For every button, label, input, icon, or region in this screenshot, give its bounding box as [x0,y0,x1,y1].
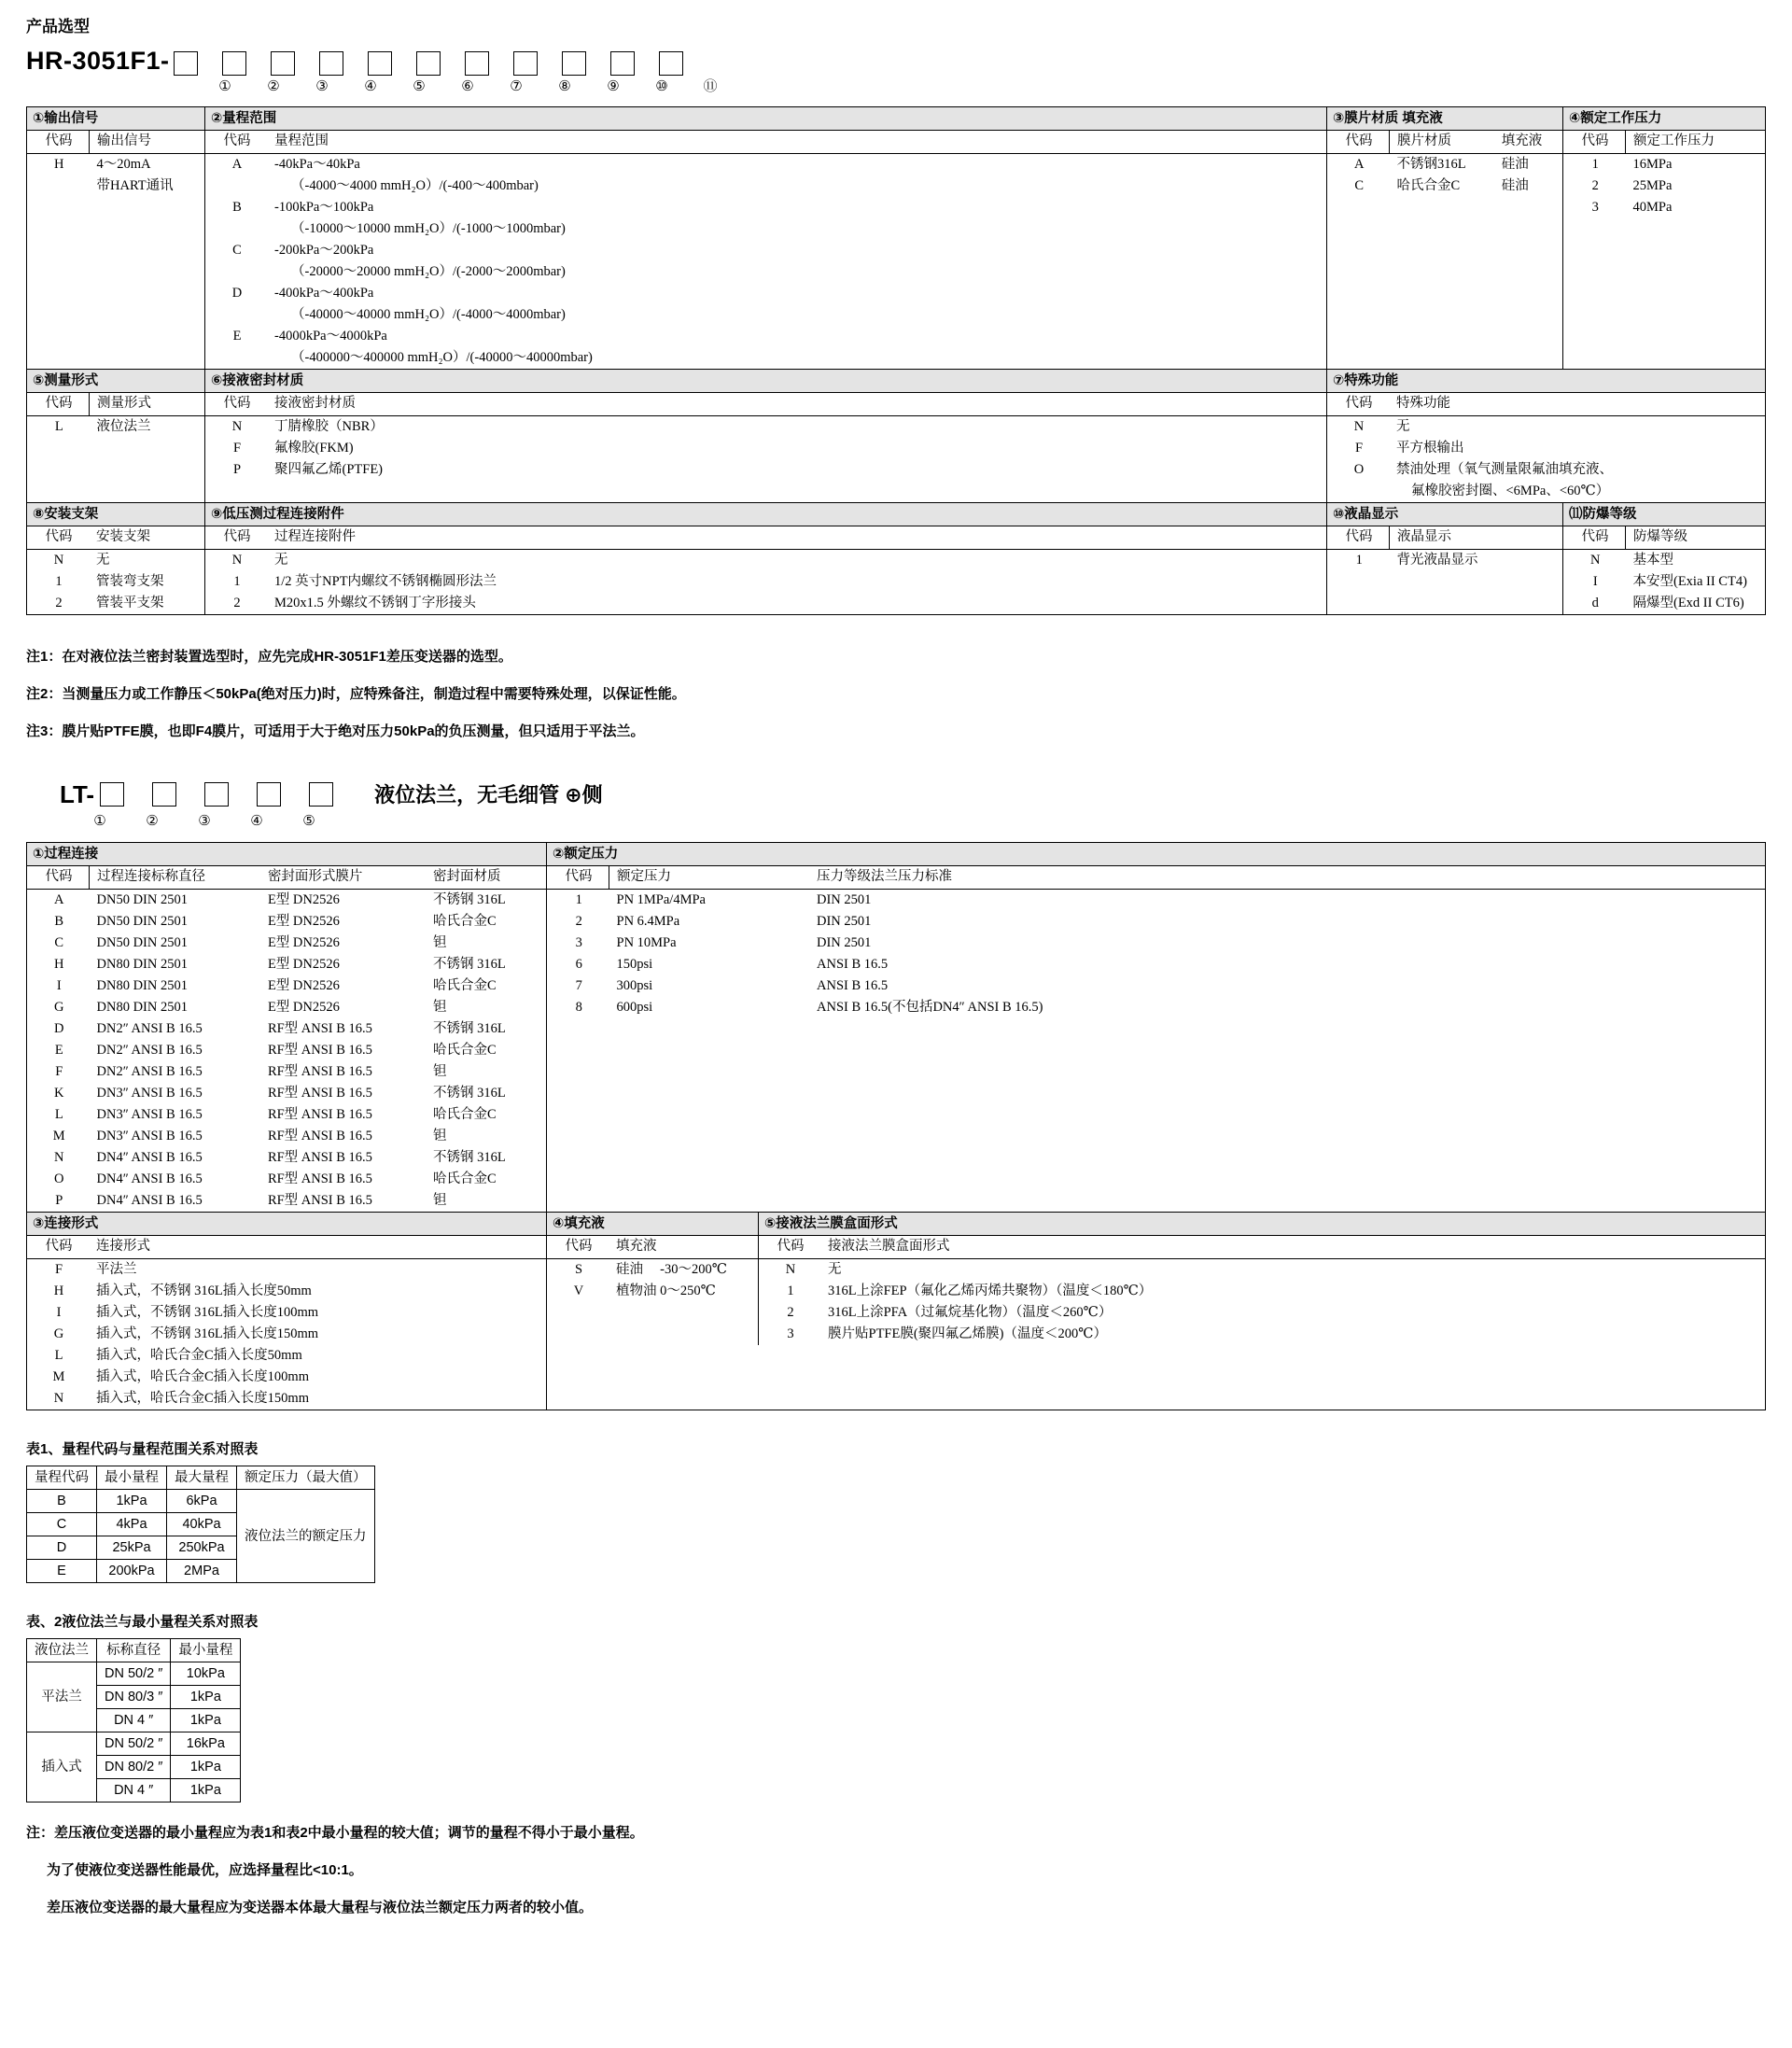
selection-row-1 [27,107,1766,370]
table-row: N 插入式，哈氏合金C插入长度150mm [53,1391,309,1406]
th-min-range2: 最小量程 [171,1639,241,1662]
table-row: 氟橡胶密封圈、<6MPa、<60℃） [1411,484,1610,498]
lt-label: 液位法兰，无毛细管 ⊕侧 [374,783,603,807]
model-box-2[interactable] [222,51,246,76]
model-circle-2: ② [267,77,280,94]
cell-fill-fluid-and-face [547,1213,1766,1410]
model-box-8[interactable] [513,51,538,76]
section-title-1: ①输出信号 [27,107,204,131]
table-row: P 聚四氟乙烯(PTFE) [232,462,383,477]
th-min-range: 最小量程 [97,1466,167,1490]
table-row: 平法兰 DN 50/2 ″ 10kPa [27,1662,241,1686]
table-output-signal [27,131,204,197]
table-row: H 插入式，不锈钢 316L插入长度50mm [53,1284,312,1298]
model-circle-row [213,78,1766,93]
selection-row-3 [27,503,1766,615]
table-diaphragm: 代码 膜片材质 填充液 A 不锈钢316L 硅油 C 哈氏合金C 硅油 [1327,131,1562,197]
lt-row-1 [27,843,1766,1213]
table-row: B -100kPa～100kPa [232,200,374,215]
table-row: O 禁油处理（氧气测量限氟油填充液、 [1353,462,1613,477]
table-flange-face: 代码 接液法兰膜盒面形式 N 无 1 316L上涂FEP（氟化乙烯丙烯共聚物）（温度＜180℃） 2 316L上涂PFA（过氟烷基化物）（温度＜260℃） 3 膜片贴PTFE膜(聚四氟乙烯膜)（温度＜200℃） [759,1236,1765,1345]
table-row: 3 40MPa [1591,200,1673,215]
table-header-row [27,1639,241,1662]
lt-selection-table [26,842,1766,1410]
table-row: DN 80/2 ″ 1kPa [27,1756,241,1779]
table-process-connection: 代码 过程连接标称直径 密封面形式膜片 密封面材质 A DN50 DIN 2501 E型 DN2526 不锈钢 316L B DN50 DIN 2501 E型 DN2526 哈氏合金C C DN50 DIN 2501 E型 DN2526 钽 H DN80 DIN 2501 E型 DN2526 不锈钢 316L I DN80 DIN 2501 E型 DN2526 哈氏合金C G DN80 DIN 2501 E型 DN2526 钽 D DN2″ ANSI B 16.5 RF型 ANSI B 16.5 不锈钢 316L E DN2″ ANSI B 16.5 RF型 ANSI B 16.5 哈氏合金C F DN2″ ANSI B 16.5 RF型 ANSI B 16.5 钽 K DN3″ ANSI B 16.5 RF型 ANSI B 16.5 不锈钢 316L L DN3″ ANSI B 16.5 RF型 ANSI B 16.5 哈氏合金C M DN3″ ANSI B 16.5 RF型 ANSI B 16.5 钽 N DN4″ ANSI B 16.5 RF型 ANSI B 16.5 不锈钢 316L O DN4″ ANSI B 16.5 RF型 ANSI B 16.5 哈氏合金C P DN4″ ANSI B 16.5 RF型 ANSI B 16.5 钽 [27,866,546,1212]
cell-special-function [1327,370,1766,503]
lt-box-3[interactable] [204,782,229,807]
table-rated-pressure: 代码 额定压力 压力等级法兰压力标准 1 PN 1MPa/4MPa DIN 2501 2 PN 6.4MPa DIN 2501 3 PN 10MPa DIN 2501 6 150psi ANSI B 16.5 7 300psi ANSI B 16.5 8 600psi ANSI B 16.5(不包括DN4″ ANSI B 16.5) [547,866,1765,1018]
model-box-3[interactable] [271,51,295,76]
table-row: DN 4 ″ 1kPa [27,1709,241,1732]
section-title-3: ③膜片材质 填充液 [1327,107,1562,131]
selection-table [26,106,1766,615]
th-rated-pressure: 额定压力（最大值） [237,1466,375,1490]
th-range-code: 量程代码 [27,1466,97,1490]
table-row: S 硅油 -30～200℃ [574,1262,727,1277]
note-1: 注1：在对液位法兰密封装置选型时，应先完成HR-3051F1差压变送器的选型。 [26,649,512,665]
cell-bracket [27,503,205,615]
cell-connection-type [27,1213,547,1410]
lt-circle-2: ② [146,812,159,829]
table-row: L 液位法兰 [54,419,151,434]
lt-section-title-5: ⑤接液法兰膜盒面形式 [759,1213,1765,1236]
table-row: D 25kPa 250kPa [27,1536,375,1560]
table-row: 1 316L上涂FEP（氟化乙烯丙烯共聚物）（温度＜180℃） [787,1284,1153,1298]
table-seal-material: 代码 接液密封材质 N 丁腈橡胶（NBR） F 氟橡胶(FKM) P 聚四氟乙烯(PTFE) [205,393,1326,481]
model-circle-6: ⑥ [461,77,474,94]
table-row: E -4000kPa～4000kPa [232,329,387,344]
model-circle-11: ⑪ [703,77,718,94]
table-row: B DN50 DIN 2501 E型 DN2526 哈氏合金C [54,914,497,929]
table-fill-fluid: 代码 填充液 S 硅油 -30～200℃ V 植物油 0～250℃ [547,1236,758,1302]
table-row: 1 背光液晶显示 [1355,553,1478,568]
lt-code-row [26,779,1766,808]
product-selection-title: 产品选型 [26,18,90,35]
table-row: 3 膜片贴PTFE膜(聚四氟乙烯膜)（温度＜200℃） [787,1326,1107,1341]
lt-section-title-2: ②额定压力 [547,843,1765,866]
table-lcd: 代码 液晶显示 1 背光液晶显示 [1327,526,1562,609]
table-row: L DN3″ ANSI B 16.5 RF型 ANSI B 16.5 哈氏合金C [54,1107,497,1122]
table-row: 1 1/2 英寸NPT内螺纹不锈钢椭圆形法兰 [233,574,497,589]
table-row: DN 80/3 ″ 1kPa [27,1686,241,1709]
lt-code-block [26,779,1766,829]
table-row: A DN50 DIN 2501 E型 DN2526 不锈钢 316L [54,892,506,907]
lt-box-4[interactable] [257,782,281,807]
table-row: （-4000～4000 mmH₂O）/(-400～400mbar) [291,178,539,193]
lt-box-1[interactable] [100,782,124,807]
table-row: DN 4 ″ 1kPa [27,1779,241,1803]
model-circle-4: ④ [364,77,377,94]
table-row: F 平法兰 [54,1262,137,1277]
table-measure-form: 代码 测量形式 L 液位法兰 [27,393,204,496]
table-row: C 4kPa 40kPa [27,1513,375,1536]
cell-lcd [1327,503,1563,615]
table1-title: 表1、量程代码与量程范围关系对照表 [26,1441,259,1457]
lt-prefix: LT- [60,779,95,808]
footnotes-block [26,1823,1766,1918]
table-row: I 本安型(Exia II CT4) [1592,574,1747,589]
th-level-flange: 液位法兰 [27,1639,97,1662]
section-title-11: ⑾防爆等级 [1563,503,1765,526]
range-code-table [26,1466,375,1583]
model-circle-10: ⑩ [655,77,668,94]
cell-flange-face [759,1213,1766,1345]
table-row: G 插入式，不锈钢 316L插入长度150mm [53,1326,319,1341]
model-box-7[interactable] [465,51,489,76]
table-row: 8 600psi ANSI B 16.5(不包括DN4″ ANSI B 16.5) [575,1000,1043,1015]
lt-circle-3: ③ [198,812,211,829]
table-row: 带HART通讯 [96,178,174,193]
table-row: A 不锈钢316L 硅油 [1354,157,1529,172]
th-max-range: 最大量程 [167,1466,237,1490]
table-row: I 插入式，不锈钢 316L插入长度100mm [56,1305,319,1320]
col-value: 输出信号 [90,131,205,154]
table-row: 2 PN 6.4MPa DIN 2501 [575,914,872,929]
table-row: 1 PN 1MPa/4MPa DIN 2501 [575,892,872,907]
model-circle-5: ⑤ [413,77,426,94]
section-title-9: ⑨低压测过程连接附件 [205,503,1326,526]
section-title-2: ②量程范围 [205,107,1326,131]
lt-circle-5: ⑤ [302,812,315,829]
section-title-4: ④额定工作压力 [1563,107,1765,131]
table-row: A -40kPa～40kPa [231,157,360,172]
model-box-1[interactable] [174,51,198,76]
table-row: C 哈氏合金C 硅油 [1354,178,1529,193]
table-row: d 隔爆型(Exd II CT6) [1591,596,1744,610]
table-row: V 植物油 0～250℃ [573,1284,716,1298]
cell-working-pressure [1563,107,1766,370]
table-row: K DN3″ ANSI B 16.5 RF型 ANSI B 16.5 不锈钢 316L [54,1086,506,1101]
table-row: H DN80 DIN 2501 E型 DN2526 不锈钢 316L [54,957,506,972]
model-box-10[interactable] [610,51,635,76]
table-row: D DN2″ ANSI B 16.5 RF型 ANSI B 16.5 不锈钢 316L [54,1021,506,1036]
section-title-5: ⑤测量形式 [27,370,204,393]
table-row: B 1kPa 6kPa 液位法兰的额定压力 [27,1490,375,1513]
table-row: E DN2″ ANSI B 16.5 RF型 ANSI B 16.5 哈氏合金C [54,1043,497,1058]
note-3: 注3：膜片贴PTFE膜，也即F4膜片，可适用于大于绝对压力50kPa的负压测量，但只适用于平法兰。 [26,723,645,739]
table-row: F DN2″ ANSI B 16.5 RF型 ANSI B 16.5 钽 [55,1064,447,1079]
footnote-1: 注：差压液位变送器的最小量程应为表1和表2中最小量程的较大值；调节的量程不得小于最小量程。 [26,1825,644,1841]
rated-pressure-merged: 液位法兰的额定压力 [237,1490,375,1583]
model-box-6[interactable] [416,51,441,76]
section-title-6: ⑥接液密封材质 [205,370,1326,393]
table-row: F 氟橡胶(FKM) [232,441,354,456]
lt-circle-1: ① [93,812,106,829]
cell-process-connection [27,843,547,1213]
table-row: 2 管装平支架 [55,596,164,610]
model-box-11[interactable] [659,51,683,76]
table-row: 2 M20x1.5 外螺纹不锈钢丁字形接头 [233,596,476,610]
model-box-4[interactable] [319,51,343,76]
table-connection-type: 代码 连接形式 F 平法兰 H 插入式，不锈钢 316L插入长度50mm I 插入式，不锈钢 316L插入长度100mm G 插入式，不锈钢 316L插入长度150mm L 插入式，哈氏合金C插入长度50mm M 插入式，哈氏合金C插入长度100mm N 插入式，哈氏合金C插入长度150mm [27,1236,546,1410]
cell-rated-pressure [547,843,1766,1213]
table-row: 7 300psi ANSI B 16.5 [575,978,889,993]
group-insert-type: 插入式 [27,1732,97,1803]
table2-title: 表、2液位法兰与最小量程关系对照表 [26,1614,259,1630]
cell-explosion-proof [1563,503,1766,615]
table-row: N DN4″ ANSI B 16.5 RF型 ANSI B 16.5 不锈钢 316L [54,1150,506,1165]
model-circle-3: ③ [315,77,329,94]
model-circle-1: ① [218,77,231,94]
table-row: P DN4″ ANSI B 16.5 RF型 ANSI B 16.5 钽 [55,1193,447,1208]
table-row: （-400000～400000 mmH₂O）/(-40000～40000mbar) [291,350,593,365]
lt-section-title-3: ③连接形式 [27,1213,546,1236]
footnote-3: 差压液位变送器的最大量程应为变送器本体最大量程与液位法兰额定压力两者的较小值。 [47,1900,594,1915]
table-row: M 插入式，哈氏合金C插入长度100mm [52,1369,309,1384]
table-row: N 无 [53,553,110,568]
flange-min-range-table [26,1638,241,1803]
cell-process-accessory [205,503,1327,615]
section-title-10: ⑩液晶显示 [1327,503,1562,526]
cell-range [205,107,1327,370]
table-row: L 插入式，哈氏合金C插入长度50mm [54,1348,302,1363]
model-circle-8: ⑧ [558,77,571,94]
table-row: M DN3″ ANSI B 16.5 RF型 ANSI B 16.5 钽 [52,1129,447,1143]
lt-section-title-4: ④填充液 [547,1213,758,1236]
lt-row-2 [27,1213,1766,1410]
table-row: D -400kPa～400kPa [231,286,374,301]
table-row: O DN4″ ANSI B 16.5 RF型 ANSI B 16.5 哈氏合金C [54,1171,497,1186]
lt-box-2[interactable] [152,782,176,807]
table-special-function: 代码 特殊功能 N 无 F 平方根输出 O 禁油处理（氧气测量限氟油填充液、 氟橡胶密封圈、<6MPa、<60℃） [1327,393,1765,502]
selection-row-2 [27,370,1766,503]
model-circle-9: ⑨ [607,77,620,94]
table-row: I DN80 DIN 2501 E型 DN2526 哈氏合金C [56,978,497,993]
section-title-7: ⑦特殊功能 [1327,370,1765,393]
cell-measure-form [27,370,205,503]
table-range: 代码 量程范围 A -40kPa～40kPa （-4000～4000 mmH₂O）/(-400～400mbar) B -100kPa～100kPa （-10000～10000 mmH₂O）/(-1000～1000mbar) C -200kPa～200kPa （-20000～20000 mmH₂O）/(-2000～2000mbar) D -400kPa～400kPa （-40000～40000 mmH₂O）/(-4000～4000mbar) E -4000kPa～4000kPa （-400000～400000 mmH₂O）/(-40000～40000mbar) [205,131,1326,369]
group-flat-flange: 平法兰 [27,1662,97,1732]
section-title-8: ⑧安装支架 [27,503,204,526]
footnote-2: 为了使液位变送器性能最优，应选择量程比<10:1。 [47,1862,363,1878]
table-row: 1 16MPa [1591,157,1673,172]
table-row: F 平方根输出 [1354,441,1464,456]
model-box-9[interactable] [562,51,586,76]
table-row: N 无 [231,553,288,568]
th-nominal-diameter: 标称直径 [97,1639,171,1662]
table-working-pressure: 代码 额定工作压力 1 16MPa 2 25MPa 3 40MPa [1563,131,1765,218]
table-row: H 4～20mA [54,157,151,172]
model-circle-7: ⑦ [510,77,523,94]
lt-section-title-1: ①过程连接 [27,843,546,866]
table-row: N 无 [785,1262,842,1277]
note-2: 注2：当测量压力或工作静压＜50kPa(绝对压力)时，应特殊备注，制造过程中需要特殊处理，以保证性能。 [26,686,686,702]
model-code-row [26,46,1766,76]
lt-box-5[interactable] [309,782,333,807]
table-explosion-proof: 代码 防爆等级 N 基本型 I 本安型(Exia II CT4) d 隔爆型(Exd II CT6) [1563,526,1765,614]
table-row: C -200kPa～200kPa [232,243,374,258]
table-row: 插入式 DN 50/2 ″ 16kPa [27,1732,241,1756]
table-header-row [27,1466,375,1490]
table-row: 3 PN 10MPa DIN 2501 [575,935,872,950]
table-bracket: 代码 安装支架 N 无 1 管装弯支架 2 管装平支架 [27,526,204,614]
table-row: 2 316L上涂PFA（过氟烷基化物）（温度＜260℃） [787,1305,1113,1320]
table-row: （-20000～20000 mmH₂O）/(-2000～2000mbar) [291,264,566,279]
model-prefix: HR-3051F1- [26,47,170,75]
table-row: G DN80 DIN 2501 E型 DN2526 钽 [54,1000,447,1015]
table-row: N 基本型 [1590,553,1673,568]
table-process-accessory: 代码 过程连接附件 N 无 1 1/2 英寸NPT内螺纹不锈钢椭圆形法兰 2 M20x1.5 外螺纹不锈钢丁字形接头 [205,526,1326,614]
cell-output-signal [27,107,205,370]
cell-fill-fluid [547,1213,759,1345]
lt-circle-4: ④ [250,812,263,829]
table-row: （-10000～10000 mmH₂O）/(-1000～1000mbar) [291,221,566,236]
table-row: （-40000～40000 mmH₂O）/(-4000～4000mbar) [291,307,566,322]
table-row: N 无 [1353,419,1410,434]
table-row: 6 150psi ANSI B 16.5 [575,957,889,972]
table-row: E 200kPa 2MPa [27,1560,375,1583]
table-row: 2 25MPa [1591,178,1673,193]
col-code: 代码 [27,131,90,154]
table-row: C DN50 DIN 2501 E型 DN2526 钽 [54,935,447,950]
cell-seal-material [205,370,1327,503]
lt-circle-row [88,812,1766,829]
table-row: N 丁腈橡胶（NBR） [231,419,384,434]
cell-diaphragm [1327,107,1563,370]
table-row: 1 管装弯支架 [55,574,164,589]
model-box-5[interactable] [368,51,392,76]
